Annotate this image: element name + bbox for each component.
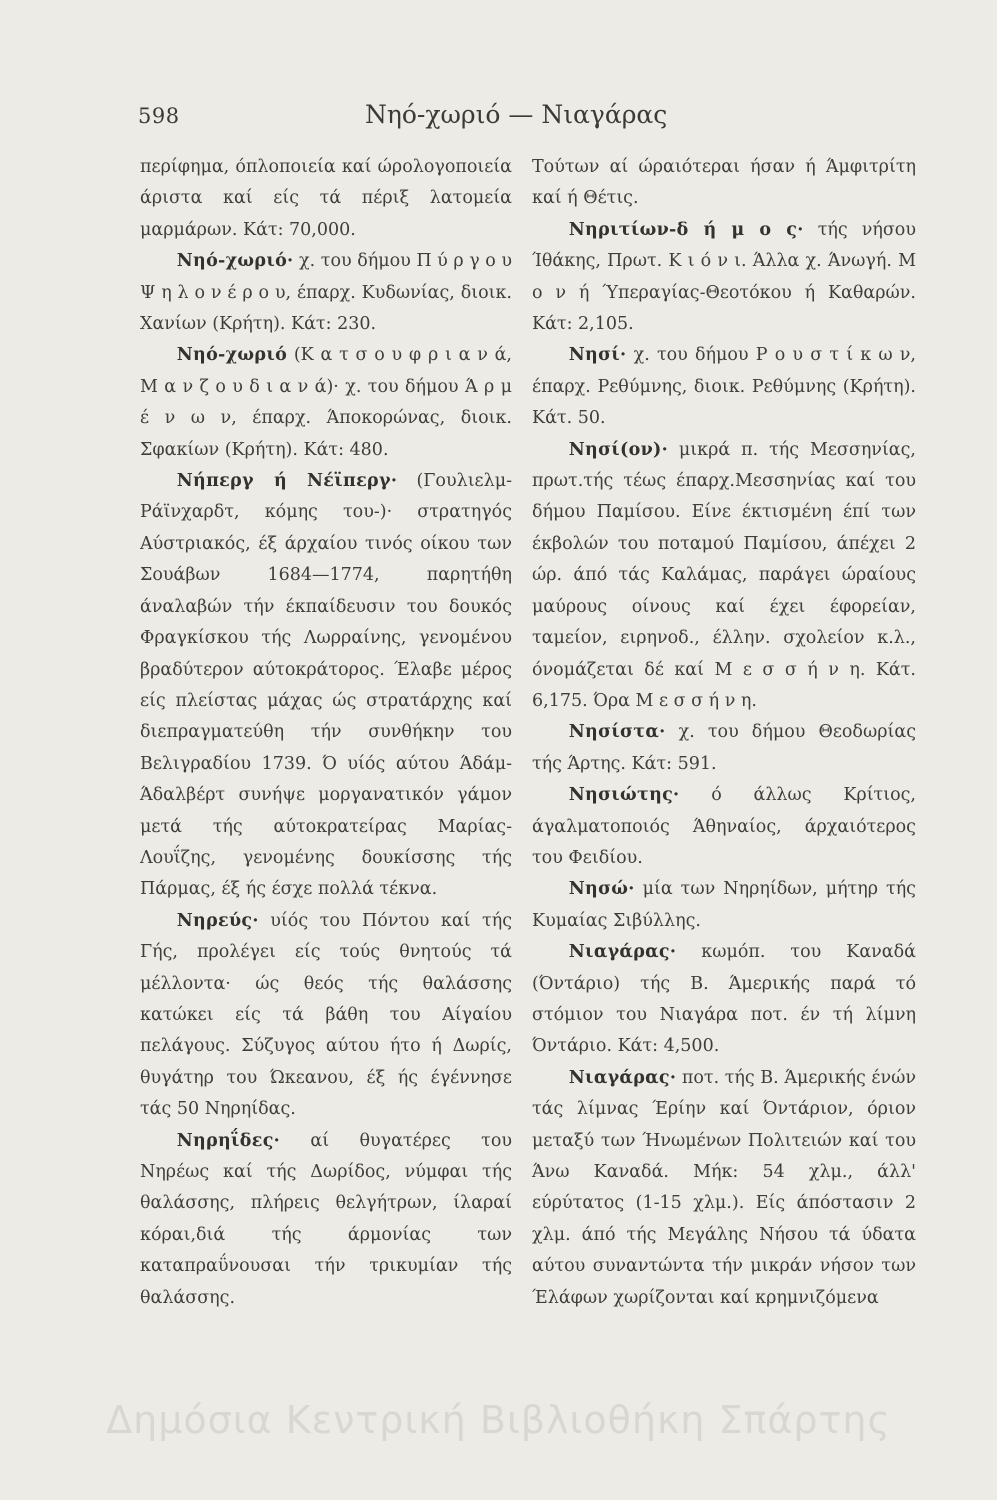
dictionary-entry: [532, 780, 916, 874]
entry-text: ποτ. τής Β. Άμερικής ένών τάς λίμνας Έρίην καί Όντάριον, όριον μεταξύ των Ήνωμένων Πολιτειών καί του Άνω Καναδά. Μήκ: 54 χλμ., άλλ' εύρύτατος (1-15 χλμ.). Είς άπόστασιν 2 χλμ. άπό τής Μεγάλης Νήσου τά ύδατα αύτου συναντώντα τήν μικράν νήσον των Έλάφων χωρίζονται καί κρημνιζόμενα: [532, 1067, 916, 1308]
dictionary-entry: [532, 435, 916, 718]
entry-headword: Νηρηΐδες·: [176, 1130, 281, 1151]
dictionary-entry: [140, 340, 512, 466]
entry-headword: Νηό-χωριό: [176, 345, 288, 366]
dictionary-entry: [140, 246, 512, 340]
dictionary-entry: [140, 1126, 512, 1314]
entry-text: περίφημα, όπλοποιεία καί ώρολογοποιεία άριστα καί είς τά πέριξ λατομεία μαρμάρων. Κάτ: 70,000.: [140, 157, 512, 240]
entry-headword: Νησί(ον)·: [568, 439, 669, 460]
entry-headword: Νησί·: [568, 345, 627, 366]
running-head: [0, 94, 997, 144]
entry-headword: Νησιώτης·: [568, 785, 680, 806]
right-column: [532, 152, 916, 1314]
entry-text: τής νήσου Ίθάκης, Πρωτ. Κ ι ό ν ι. Άλλα χ. Άνωγή. Μ ο ν ή Ύπεραγίας-Θεοτόκου ή Καθαρών. Κάτ: 2,105.: [532, 219, 916, 335]
entry-text: (Κ α τ σ ο υ φ ρ ι α ν ά, Μ α ν ζ ο υ δ ι α ν ά)· χ. του δήμου Ά ρ μ έ ν ω ν, έπαρχ. Άποκορώνας, διοικ. Σφακίων (Κρήτη). Κάτ: 480.: [140, 345, 512, 460]
entry-text: Τούτων αί ώραιότεραι ήσαν ή Άμφιτρίτη καί ή Θέτις.: [532, 157, 916, 209]
entry-text: μικρά π. τής Μεσσηνίας, πρωτ.τής τέως έπαρχ.Μεσσηνίας καί του δήμου Παμίσου. Είνε έκτισμένη έπί των έκβολών του ποταμού Παμίσου, άπέχει 2 ώρ. άπό τάς Καλάμας, παράγει ώραίους μαύρους οίνους καί έχει έφορείαν, ταμείον, ειρηνοδ., έλλην. σχολείον κ.λ., όνομάζεται δέ καί Μ ε σ σ ή ν η. Κάτ. 6,175. Όρα Μ ε σ σ ή ν η.: [532, 439, 916, 711]
entry-text: χ. του δήμου Π ύ ρ γ ο υ Ψ η λ ο ν έ ρ ο υ, έπαρχ. Κυδωνίας, διοικ. Χανίων (Κρήτη). Κάτ: 230.: [140, 251, 512, 335]
entry-headword: Νησίστα·: [568, 722, 666, 743]
left-column: [140, 152, 512, 1314]
entry-text: χ. του δήμου Ρ ο υ σ τ ί κ ω ν, έπαρχ. Ρεθύμνης, διοικ. Ρεθύμνης (Κρήτη). Κάτ. 50.: [532, 345, 916, 429]
dictionary-entry: [532, 1063, 916, 1314]
entry-text: ό άλλως Κρίτιος, άγαλματοποιός Άθηναίος, άρχαιότερος του Φειδίου.: [532, 785, 916, 868]
dictionary-entry: [532, 152, 916, 215]
entry-text: χ. του δήμου Θεοδωρίας τής Άρτης. Κάτ: 591.: [532, 722, 916, 774]
entry-text: μία των Νηρηίδων, μήτηρ τής Κυμαίας Σιβύλλης.: [532, 879, 916, 931]
dictionary-entry: [140, 466, 512, 906]
entry-headword: Νήπεργ ή Νέϊπεργ·: [176, 471, 398, 492]
dictionary-entry: [140, 152, 512, 246]
entry-headword: Νηριτίων-δ ή μ ο ς·: [568, 219, 804, 240]
entry-headword: Νηό-χωριό·: [176, 251, 294, 272]
dictionary-entry: [532, 340, 916, 434]
entry-text: αί θυγατέρες του Νηρέως καί τής Δωρίδος, νύμφαι τής θαλάσσης, πλήρεις θελγήτρων, ίλαραί κόραι,διά τής άρμονίας των καταπραΰνουσαι τήν τρικυμίαν τής θαλάσσης.: [140, 1130, 512, 1308]
library-watermark: Δημόσια Κεντρική Βιβλιοθήκη Σπάρτης: [106, 1398, 891, 1442]
entry-headword: Νηρεύς·: [176, 910, 259, 931]
dictionary-entry: [532, 874, 916, 937]
entry-headword: Νιαγάρας·: [568, 942, 677, 963]
entry-text: υίός του Πόντου καί τής Γής, προλέγει είς τούς θνητούς τά μέλλοντα· ώς θεός τής θαλάσσης κατώκει είς τά βάθη του Αίγαίου πελάγους. Σύζυγος αύτου ήτο ή Δωρίς, θυγάτηρ του Ώκεανου, έξ ής έγέννησε τάς 50 Νηρηίδας.: [140, 910, 512, 1120]
dictionary-entry: [532, 717, 916, 780]
entry-headword: Νιαγάρας·: [568, 1067, 677, 1088]
dictionary-entry: [532, 215, 916, 341]
entry-headword: Νησώ·: [568, 879, 635, 900]
page-title: Νηό-χωριό — Νιαγάρας: [365, 100, 668, 129]
dictionary-entry: [140, 906, 512, 1126]
dictionary-entry: [532, 937, 916, 1063]
page-number: 598: [138, 104, 180, 128]
entry-text: κωμόπ. του Καναδά (Όντάριο) τής Β. Άμερικής παρά τό στόμιον του Νιαγάρα ποτ. έν τή λίμνη Όντάριο. Κάτ: 4,500.: [532, 942, 916, 1057]
entry-text: (Γουλιελμ-Ράϊνχαρδτ, κόμης του-)· στρατηγός Αύστριακός, έξ άρχαίου τινός οίκου των Σουάβων 1684—1774, παρητήθη άναλαβών τήν έκπαίδευσιν του δουκός Φραγκίσκου τής Λωρραίνης, γενομένου βραδύτερον αύτοκράτορος. Έλαβε μέρος είς πλείστας μάχας ώς στρατάρχης καί διεπραγματεύθη τήν συνθήκην του Βελιγραδίου 1739. Ό υίός αύτου Άδάμ-Άδαλβέρτ συνήψε μοργανατικόν γάμον μετά τής αύτοκρατείρας Μαρίας-Λουΐζης, γενομένης δουκίσσης τής Πάρμας, έξ ής έσχε πολλά τέκνα.: [140, 471, 512, 900]
